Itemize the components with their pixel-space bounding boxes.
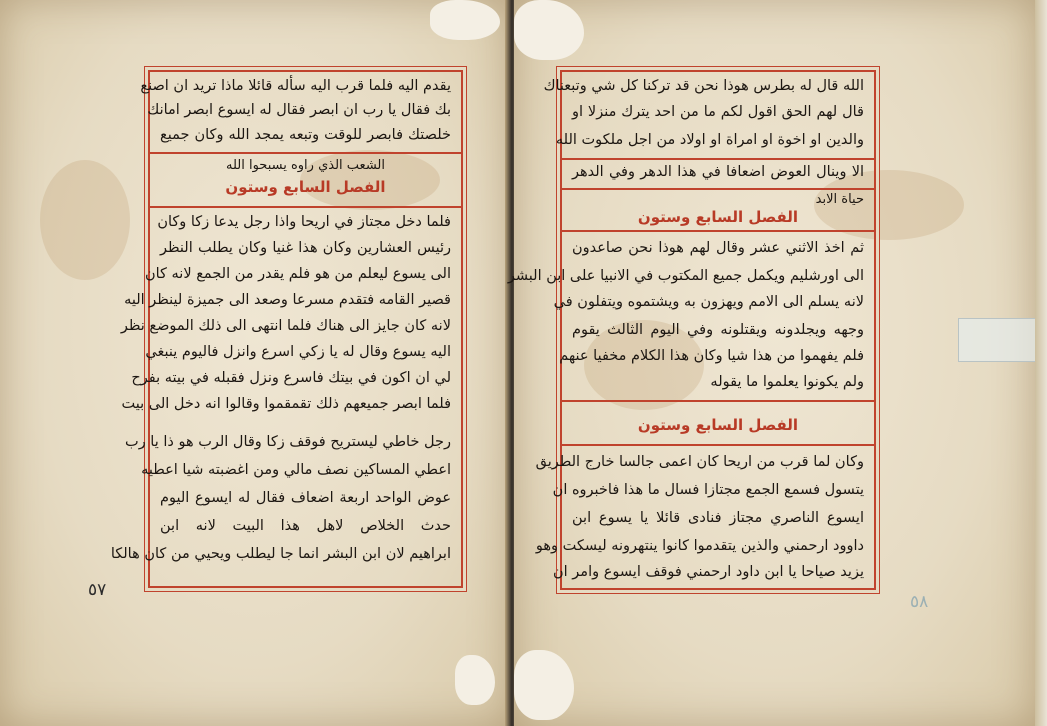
torn-corner — [430, 0, 500, 40]
text-line: فلما ابصر جميعهم ذلك تقمقموا وقالوا انه دخل الى بيت — [121, 396, 451, 412]
stain — [40, 160, 130, 280]
text-line: حياة الابد — [815, 192, 864, 207]
text-line: الشعب الذي راوه يسبحوا الله — [226, 158, 385, 173]
text-line: وجهه ويجلدونه ويقتلونه وفي اليوم الثالث يقوم — [572, 322, 864, 338]
text-line: لي ان اكون في بيتك فاسرع ونزل فقبله في بيته بفرح — [131, 370, 451, 386]
text-line: الى يسوع ليعلم من هو فلم يقدر من الجمع لانه كان — [144, 266, 451, 282]
rule — [562, 400, 874, 402]
text-line: عوض الواحد اربعة اضعاف فقال له ايسوع اليوم — [160, 490, 451, 506]
torn-corner — [514, 650, 574, 720]
text-line: الا وينال العوض اضعافا في هذا الدهر وفي الدهر — [572, 164, 864, 180]
text-line: خلصتك فابصر للوقت وتبعه يمجد الله وكان جميع — [160, 127, 451, 143]
right-page — [507, 0, 1035, 726]
rule — [562, 188, 874, 190]
text-line: الله قال له بطرس هوذا نحن قد تركنا كل شي وتبعناك — [543, 78, 864, 94]
text-line: ثم اخذ الاثني عشر وقال لهم هوذا نحن صاعدون — [572, 240, 864, 256]
text-line: داوود ارحمني والذين يتقدموا كانوا ينتهرونه ليسكت وهو — [535, 538, 864, 554]
torn-corner — [514, 0, 584, 60]
text-line: لانه كان جايز الى هناك فلما انتهى الى ذلك الموضع نظر — [120, 318, 451, 334]
folio-number: ٥٧ — [88, 580, 107, 600]
torn-corner — [455, 655, 495, 705]
text-line: يقدم اليه فلما قرب اليه سأله قائلا ماذا تريد ان اصنع — [140, 78, 451, 94]
text-line: قصير القامه فتقدم مسرعا وصعد الى جميزة لينظر اليه — [124, 292, 451, 308]
rule — [562, 158, 874, 160]
text-line: ولم يكونوا يعلموا ما يقوله — [710, 374, 864, 390]
text-line: لانه يسلم الى الامم ويهزون به ويشتموه ويتفلون في — [553, 294, 864, 310]
rule — [150, 152, 461, 154]
folio-number: ٥٨ — [910, 592, 929, 612]
text-line: الى اورشليم ويكمل جميع المكتوب في الانبيا على ابن البشر — [507, 268, 864, 284]
rule — [562, 444, 874, 446]
rule — [562, 230, 874, 232]
repair-tab — [958, 318, 1037, 362]
text-line: رئيس العشارين وكان هذا غنيا وكان يطلب النظر — [160, 240, 451, 256]
text-line: رجل خاطي ليستريح فوقف زكا وقال الرب هو ذا يا رب — [125, 434, 451, 450]
text-line: اليه يسوع وقال له يا زكي اسرع وانزل فاليوم ينبغي — [145, 344, 451, 360]
text-line: بك فقال يا رب ان ابصر فقال له ايسوع ابصر امانك — [147, 102, 451, 118]
text-line: وكان لما قرب من اريحا كان اعمى جالسا خارج الطريق — [535, 454, 864, 470]
left-page — [0, 0, 510, 726]
right-text-frame — [507, 70, 876, 590]
text-line: حدث الخلاص لاهل هذا البيت لانه ابن — [160, 518, 451, 534]
text-line: فلم يفهموا من هذا شيا وكان هذا الكلام مخفيا عنهم — [559, 348, 864, 364]
text-line: فلما دخل مجتاز في اريحا واذا رجل يدعا زكا وكان — [157, 214, 451, 230]
chapter-heading: الفصل السابع وستون — [637, 416, 799, 434]
rule — [150, 206, 461, 208]
chapter-heading: الفصل السابع وستون — [637, 208, 799, 226]
text-line: يزيد صياحا يا ابن داود ارحمني فوقف ايسوع وامر ان — [553, 564, 864, 580]
text-line: ابراهيم لان ابن البشر انما جا ليطلب ويحيي من كان هالكا — [110, 546, 451, 562]
text-line: اعطي المساكين نصف مالي ومن اغضبته شيا اعطيه — [141, 462, 451, 478]
left-text-frame — [110, 70, 463, 588]
text-line: والدين او اخوة او امراة او اولاد من اجل ملكوت الله — [555, 132, 864, 148]
text-line: يتسول فسمع الجمع مجتازا فسال ما هذا فاخبروه ان — [552, 482, 864, 498]
text-line: قال لهم الحق اقول لكم ما من احد يترك منزلا او — [572, 104, 864, 120]
text-line: ايسوع الناصري مجتاز فنادى قائلا يا يسوع ابن — [572, 510, 864, 526]
page-edge — [1035, 0, 1047, 726]
chapter-heading: الفصل السابع وستون — [225, 178, 386, 196]
